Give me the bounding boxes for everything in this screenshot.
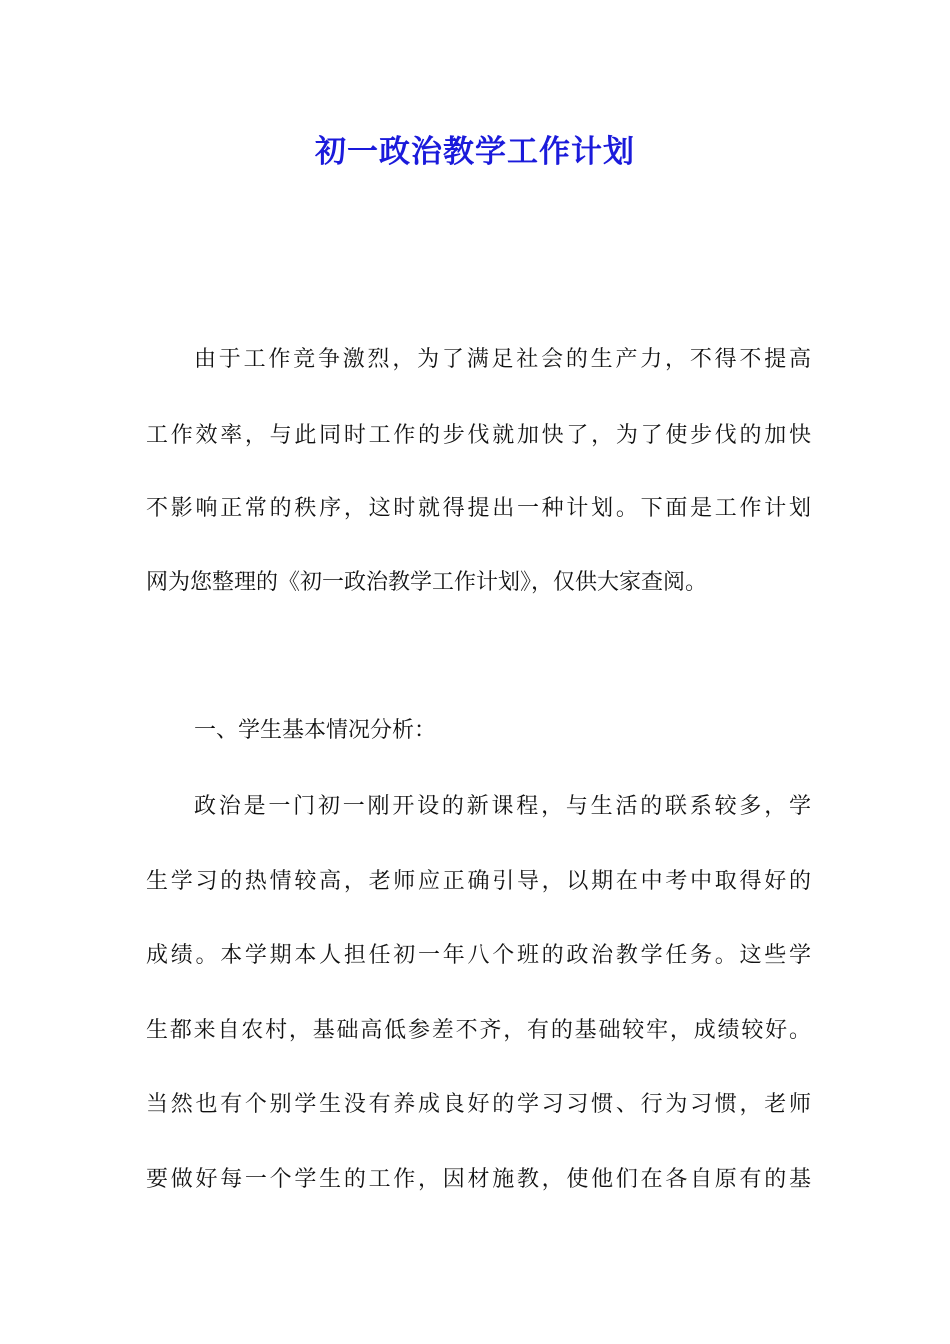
section-line-6: 要做好每一个学生的工作，因材施教，使他们在各自原有的基 bbox=[146, 1167, 811, 1192]
section-heading: 一、学生基本情况分析： bbox=[194, 718, 437, 743]
section-line-3: 成绩。本学期本人担任初一年八个班的政治教学任务。这些学 bbox=[146, 943, 811, 968]
intro-line-2: 工作效率，与此同时工作的步伐就加快了，为了使步伐的加快 bbox=[146, 423, 811, 448]
intro-line-1: 由于工作竞争激烈，为了满足社会的生产力，不得不提高 bbox=[194, 347, 811, 372]
section-line-4: 生都来自农村，基础高低参差不齐，有的基础较牢，成绩较好。 bbox=[146, 1018, 811, 1043]
section-line-1: 政治是一门初一刚开设的新课程，与生活的联系较多，学 bbox=[194, 794, 811, 819]
section-line-5: 当然也有个别学生没有养成良好的学习习惯、行为习惯，老师 bbox=[146, 1092, 811, 1117]
section-line-2: 生学习的热情较高，老师应正确引导，以期在中考中取得好的 bbox=[146, 869, 811, 894]
intro-line-3: 不影响正常的秩序，这时就得提出一种计划。下面是工作计划 bbox=[146, 496, 811, 521]
intro-line-4: 网为您整理的《初一政治教学工作计划》，仅供大家查阅。 bbox=[146, 570, 708, 595]
document-title: 初一政治教学工作计划 bbox=[315, 134, 635, 170]
